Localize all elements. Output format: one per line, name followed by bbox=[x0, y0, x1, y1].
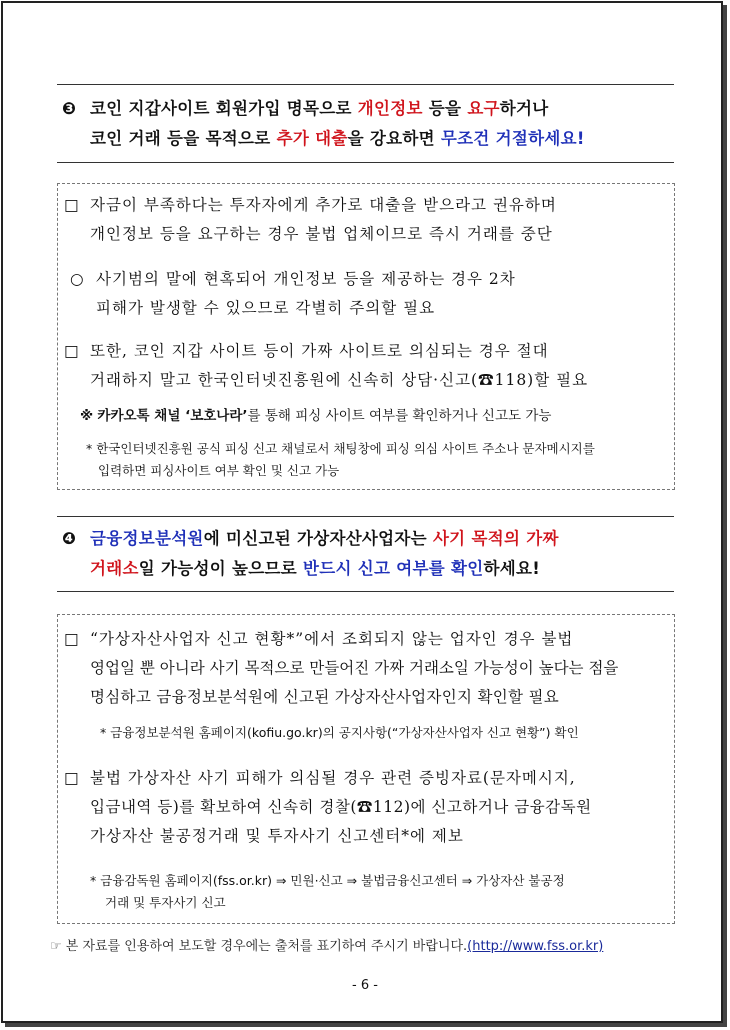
heading-text: 일 가능성이 높으므로 bbox=[138, 559, 304, 578]
note-text: 를 통해 피싱 사이트 여부를 확인하거나 신고도 가능 bbox=[247, 408, 552, 424]
heading-text: 하거나 bbox=[499, 99, 549, 118]
checkbox-icon: □ bbox=[64, 342, 80, 360]
heading-highlight: 요구 bbox=[467, 99, 500, 118]
circle-bullet-icon: ○ bbox=[70, 270, 85, 288]
section3-number: ❸ bbox=[62, 99, 77, 118]
heading-highlight: 반드시 신고 여부를 확인 bbox=[303, 559, 484, 578]
footer-text: 본 자료를 인용하여 보도할 경우에는 출처를 표기하여 주시기 바랍니다. bbox=[65, 939, 468, 954]
heading-highlight: 무조건 거절 bbox=[440, 129, 529, 148]
section3-bottom-rule bbox=[57, 162, 674, 163]
heading-text: 코인 지갑사이트 회원가입 명목으로 bbox=[90, 99, 358, 118]
checkbox-icon: □ bbox=[64, 196, 80, 214]
footnote-line: 한국인터넷진흥원 공식 피싱 신고 채널로서 채팅창에 피싱 의심 사이트 주소나 문자메시지를 bbox=[96, 441, 595, 456]
paragraph-line: 피해가 발생할 수 있으므로 각별히 주의할 필요 bbox=[96, 299, 436, 317]
heading-highlight: 추가 대출 bbox=[276, 129, 348, 148]
box2-paragraph-1 bbox=[64, 625, 618, 712]
box1-paragraph-2 bbox=[70, 265, 516, 323]
reference-mark-icon: ※ bbox=[80, 408, 94, 424]
heading-text: 에 미신고된 가상자산사업자는 bbox=[203, 529, 433, 548]
heading-text: 을 강요하면 bbox=[347, 129, 441, 148]
heading-highlight: 거래소 bbox=[90, 559, 139, 578]
heading-text: 하세요! bbox=[483, 559, 541, 578]
box1-paragraph-1 bbox=[64, 191, 557, 249]
paragraph-line: 거래하지 말고 한국인터넷진흥원에 신속히 상담·신고(☎118)할 필요 bbox=[90, 371, 589, 389]
checkbox-icon: □ bbox=[64, 769, 80, 787]
paragraph-line: 자금이 부족하다는 투자자에게 추가로 대출을 받으라고 권유하며 bbox=[90, 196, 557, 214]
asterisk-icon: * bbox=[86, 441, 93, 456]
section4-heading bbox=[62, 524, 674, 584]
box1-note bbox=[80, 405, 551, 427]
note-line: 거래 및 투자사기 신고 bbox=[105, 895, 226, 910]
page-number: - 6 - bbox=[352, 978, 378, 993]
footnote-line: 입력하면 피싱사이트 여부 확인 및 신고 가능 bbox=[98, 463, 340, 478]
box1-footnote bbox=[86, 438, 595, 482]
paragraph-line: 또한, 코인 지갑 사이트 등이 가짜 사이트로 의심되는 경우 절대 bbox=[90, 342, 549, 360]
note-bold-text: 카카오톡 채널 ‘보호나라’ bbox=[97, 408, 248, 424]
paragraph-line: 가상자산 불공정거래 및 투자사기 신고센터*에 제보 bbox=[90, 827, 464, 845]
paragraph-line: “가상자산사업자 신고 현황*”에서 조회되지 않는 업자인 경우 불법 bbox=[90, 630, 574, 648]
pointing-hand-icon: ☞ bbox=[50, 939, 62, 954]
paragraph-line: 불법 가상자산 사기 피해가 의심될 경우 관련 증빙자료(문자메시지, bbox=[90, 769, 576, 787]
box1-paragraph-3 bbox=[64, 337, 588, 395]
section3-top-rule bbox=[57, 84, 674, 85]
citation-footer bbox=[50, 935, 603, 954]
paragraph-line: 개인정보 등을 요구하는 경우 불법 업체이므로 즉시 거래를 중단 bbox=[90, 225, 553, 243]
paragraph-line: 명심하고 금융정보분석원에 신고된 가상자산사업자인지 확인할 필요 bbox=[90, 688, 560, 706]
note-line: * 금융감독원 홈페이지(fss.or.kr) ⇒ 민원·신고 ⇒ 불법금융신고센터 ⇒ 가상자산 불공정 bbox=[90, 873, 565, 888]
heading-highlight: 사기 목적의 가짜 bbox=[432, 529, 559, 548]
paragraph-line: 영업일 뿐 아니라 사기 목적으로 만들어진 가짜 거래소일 가능성이 높다는 점을 bbox=[90, 659, 619, 677]
heading-highlight: 금융정보분석원 bbox=[90, 529, 204, 548]
box2-paragraph-2 bbox=[64, 764, 592, 851]
box2-note-2 bbox=[90, 870, 565, 914]
box2-note-1: * 금융정보분석원 홈페이지(kofiu.go.kr)의 공지사항(“가상자산사업자 신고 현황”) 확인 bbox=[100, 725, 579, 740]
heading-highlight: 하세요! bbox=[528, 129, 585, 148]
heading-highlight: 개인정보 bbox=[357, 99, 423, 118]
checkbox-icon: □ bbox=[64, 630, 80, 648]
section3-heading bbox=[62, 94, 674, 154]
heading-text: 코인 거래 등을 목적으로 bbox=[90, 129, 277, 148]
section4-bottom-rule bbox=[57, 591, 674, 592]
paragraph-line: 사기범의 말에 현혹되어 개인정보 등을 제공하는 경우 2차 bbox=[96, 270, 516, 288]
paragraph-line: 입금내역 등)를 확보하여 신속히 경찰(☎112)에 신고하거나 금융감독원 bbox=[90, 798, 592, 816]
fss-link[interactable]: (http://www.fss.or.kr) bbox=[467, 939, 604, 954]
section4-number: ❹ bbox=[62, 529, 77, 548]
heading-text: 등을 bbox=[422, 99, 468, 118]
section4-top-rule bbox=[57, 516, 674, 517]
